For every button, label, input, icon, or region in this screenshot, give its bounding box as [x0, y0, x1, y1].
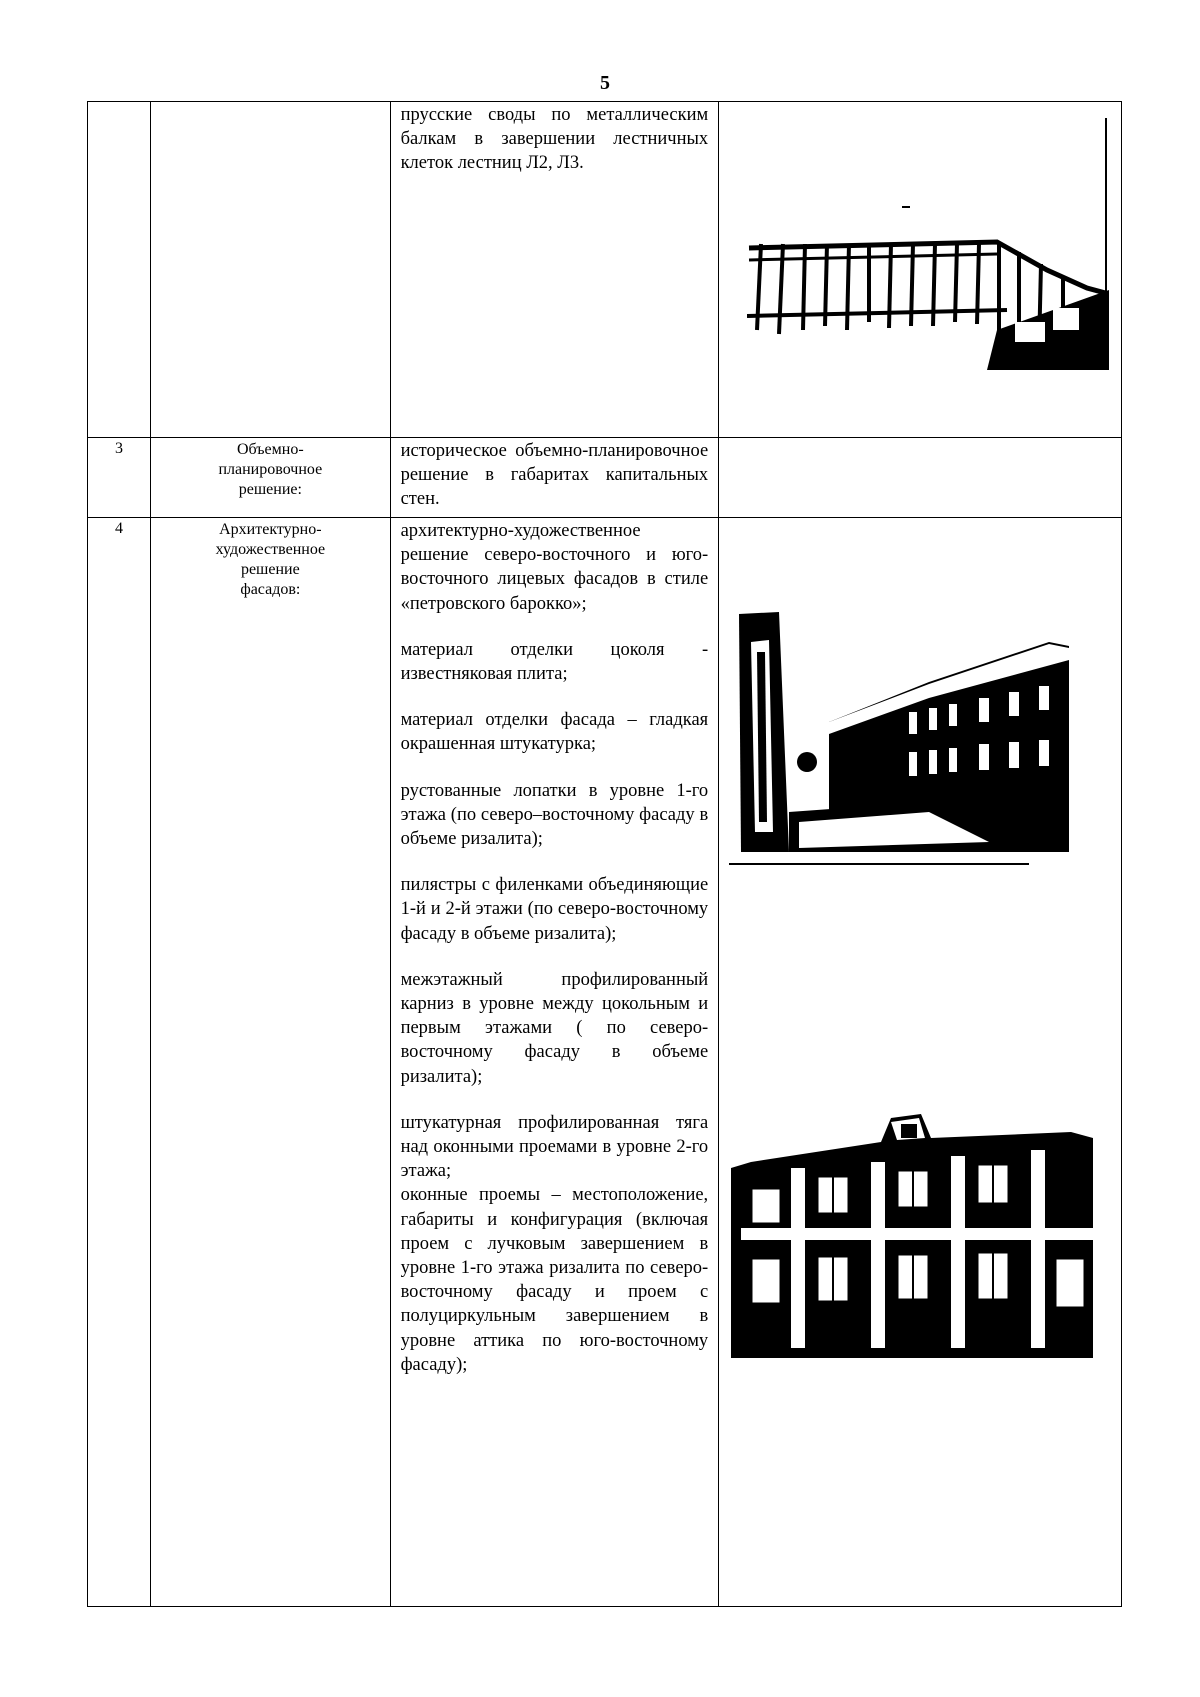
row-description	[390, 438, 719, 518]
description-paragraph: прусские своды по металлическим балкам в завершении лестничных клеток лестниц Л2, Л3.	[400, 105, 709, 174]
table-row	[88, 518, 1122, 1607]
name-line: художественное	[215, 541, 326, 558]
description-paragraph: рустованные лопатки в уровне 1-го этажа (по северо–восточному фасаду в объеме ризалита);	[400, 780, 709, 850]
staircase-railing-photo	[747, 230, 1109, 370]
scan-line-icon	[1105, 118, 1109, 368]
row-name	[151, 438, 390, 518]
photo-cell	[719, 102, 1122, 438]
name-line: фасадов:	[240, 581, 301, 598]
name-line: решение:	[238, 481, 302, 498]
row-number: 3	[88, 438, 151, 518]
photo-cell	[719, 518, 1122, 1607]
description-paragraph: материал отделки цоколя - известняковая плита;	[400, 639, 709, 685]
name-line: планировочное	[218, 461, 323, 478]
description-paragraph: пилястры с филенками объединяющие 1-й и 2-й этажи (по северо-восточному фасаду в объеме ризалита);	[400, 875, 709, 944]
description-paragraph: архитектурно-художественное решение северо-восточного и юго-восточного лицевых фасадов в стиле «петровского барокко»;	[400, 521, 709, 614]
row-number: 4	[88, 518, 151, 1607]
row-number	[88, 102, 151, 438]
name-line: решение	[240, 561, 300, 578]
row-description	[390, 102, 719, 438]
row-name	[151, 518, 390, 1607]
page-number: 5	[600, 72, 610, 94]
table-row	[88, 102, 1122, 438]
street-facade-photo	[729, 612, 1093, 882]
scan-mark-icon	[902, 206, 910, 210]
name-line: Объемно-	[236, 441, 304, 458]
description-paragraph: оконные проемы – местоположение, габариты и конфигурация (включая проем с лучковым завершением в уровне 1-го этажа ризалита по северо-восточному фасаду и проем с полуциркульным завершением в уровне аттика по юго-восточному фасаду);	[400, 1185, 709, 1375]
description-paragraph: штукатурная профилированная тяга над оконными проемами в уровне 2-го этажа;	[400, 1112, 709, 1182]
description-paragraph: межэтажный профилированный карниз в уровне между цокольным и первым этажами ( по северо-восточному фасаду в объеме ризалита);	[400, 969, 709, 1087]
table-row	[88, 438, 1122, 518]
document-table	[87, 101, 1122, 1607]
description-paragraph: историческое объемно-планировочное решение в габаритах капитальных стен.	[400, 441, 709, 510]
photo-cell	[719, 438, 1122, 518]
description-paragraph: материал отделки фасада – гладкая окрашенная штукатурка;	[400, 710, 709, 755]
row-description	[390, 518, 719, 1607]
row-name	[151, 102, 390, 438]
name-line: Архитектурно-	[219, 521, 322, 538]
building-facade-photo	[731, 1108, 1093, 1358]
